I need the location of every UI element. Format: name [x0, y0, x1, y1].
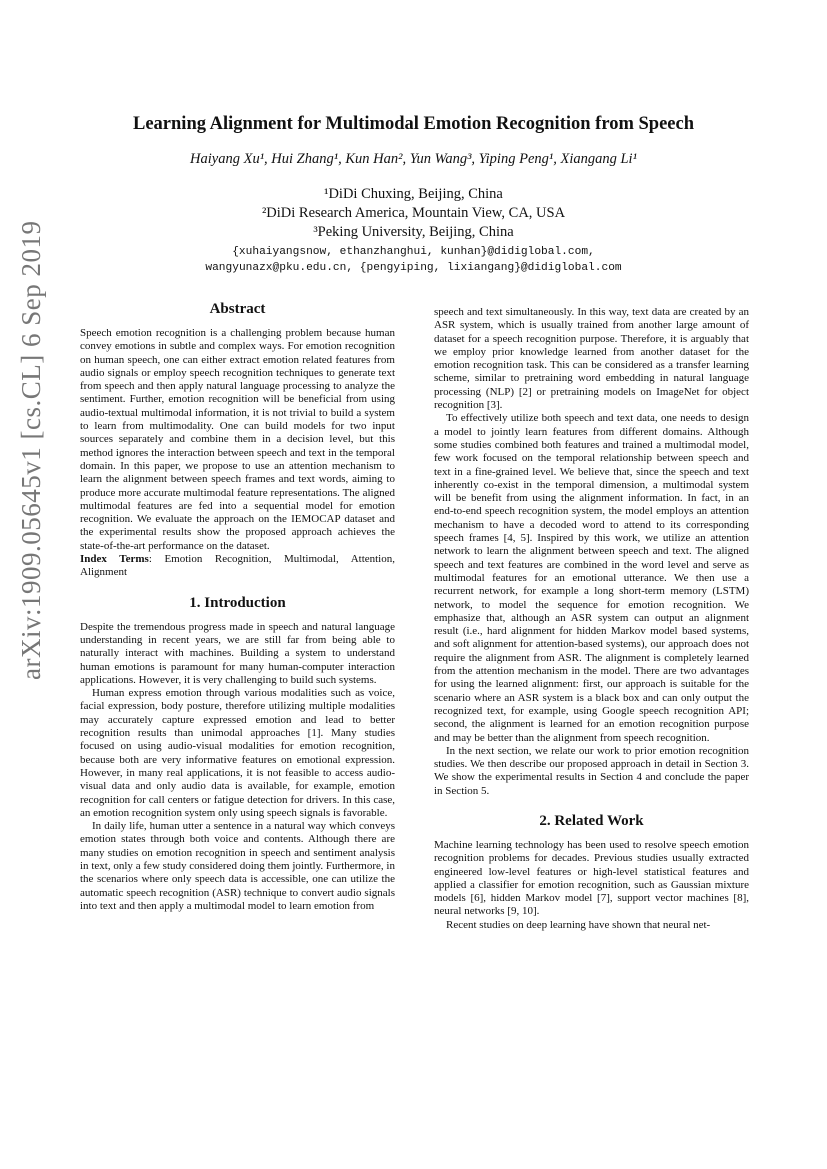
paper-title: Learning Alignment for Multimodal Emotion Recognition from Speech	[133, 114, 694, 134]
affiliation-1: ¹DiDi Chuxing, Beijing, China	[324, 186, 503, 202]
introduction-heading: 1. Introduction	[189, 594, 286, 611]
email-line-1: {xuhaiyangsnow, ethanzhanghui, kunhan}@didiglobal.com,	[232, 246, 595, 258]
index-terms-label: Index Terms	[80, 553, 149, 566]
email-list	[0, 244, 827, 276]
intro-paragraph-1: Despite the tremendous progress made in speech and natural language understanding in recent years, we are still far from being able to naturally interact with machines. Building a system to understand human emotions is paramount for many human-computer interaction applications. However, it is very challenging to build such systems.	[80, 620, 395, 686]
related-paragraph-1: Machine learning technology has been used to resolve speech emotion recognition problems for decades. Previous studies usually extracted engineered low-level features or high-level statistical features and applied a classifier for emotion recognition, such as Gaussian mixture models [6], hidden Markov model [7], support vector machines [8], neural networks [9, 10].	[434, 838, 749, 918]
left-column	[80, 300, 395, 913]
abstract-text: Speech emotion recognition is a challenging problem because human convey emotions in subtle and complex ways. For emotion recognition on human speech, one can either extract emotion related features from audio signals or employ speech recognition techniques to generate text from speech and then apply natural language processing to analyze the sentiment. Further, emotion recognition will be beneficial from using audio-textual multimodal information, it is not trivial to build a system to learn from multimodality. One can build models for two input sources separately and combine them in a decision level, but this method ignores the interaction between speech and text in the temporal domain. In this paper, we propose to use an attention mechanism to learn the alignment between speech frames and text words, aiming to produce more accurate multimodal feature representations. The aligned multimodal features are fed into a sequential model for emotion recognition. We evaluate the approach on the IEMOCAP dataset and the experimental results show the proposed approach achieves the state-of-the-art performance on the dataset.	[80, 327, 395, 552]
arxiv-identifier: arXiv:1909.05645v1 [cs.CL] 6 Sep 2019	[16, 220, 46, 680]
intro-paragraph-4: To effectively utilize both speech and text data, one needs to design a model to jointly learn features from different domains. Although some studies combined both features and trained a multimodal model, few work focused on the temporal relationship between speech and text in a fine-grained level. We believe that, since the speech and text inherently co-exist in the temporal dimension, a multimodal system will be benefit from using the alignment information. In fact, in an end-to-end speech recognition system, the model employs an attention mechanism to have a decoded word to attend to its corresponding speech frames [4, 5]. Inspired by this work, we utilize an attention network to learn the alignment between speech and text. The aligned speech and text features are combined in the word level and serve as multimodal features for an emotional utterance. We then use a recurrent network, for example a long short-term memory (LSTM) network, to model the sequence for emotion recognition. We emphasize that, although an ASR system can output an alignment result (i.e., hard alignment for hidden Markov model based systems, and soft alignment for attention-based systems), our approach does not require the alignment from ASR. The alignment is completely learned from the attention mechanism in the model. There are two advantages for using the learned alignment: first, our approach is suitable for the scenario where an ASR system is a black box and can only output the recognized text, for example, using Google speech recognition API; second, the alignment is learned for an emotion recognition purpose and may be better than the alignment from speech recognition.	[434, 412, 749, 744]
abstract-heading: Abstract	[209, 301, 266, 317]
intro-paragraph-5: In the next section, we relate our work to prior emotion recognition studies. We then describe our proposed approach in detail in Section 3. We show the experimental results in Section 4 and conclude the paper in Section 5.	[434, 744, 749, 797]
intro-paragraph-2: Human express emotion through various modalities such as voice, facial expression, body posture, therefore utilizing multiple modalities may accurately capture expressed emotion and lead to better recognition results than unimodal approaches [1]. Many studies focused on using audio-visual modalities for emotion recognition, because both are very informative features on emotional expression. However, in many real applications, it is not feasible to access audio-visual data and only audio data is available, for example, emotion recognition for call centers or fatigue detection for drivers. In this case, an emotion recognition system only using speech signals is favorable.	[80, 687, 395, 819]
right-column	[434, 306, 749, 932]
intro-paragraph-3-continued: speech and text simultaneously. In this way, text data are created by an ASR system, which is usually trained from another large amount of dataset for a speech recognition purpose. Therefore, it is arguably that we employ prior knowledge learned from another dataset for the emotion recognition task. This can be considered as a transfer learning scheme, similar to pretraining word embedding in natural language processing (NLP) [2] or pretraining models on ImageNet for object recognition [3].	[434, 306, 749, 412]
email-line-2: wangyunazx@pku.edu.cn, {pengyiping, lixiangang}@didiglobal.com	[205, 262, 622, 274]
intro-paragraph-3: In daily life, human utter a sentence in a natural way which conveys emotion states through both voice and contents. Although there are many studies on emotion recognition in speech and sentiment analysis in text, only a few study considered doing them jointly. Furthermore, in the scenarios where only speech data is accessible, one can utilize the automatic speech recognition (ASR) technique to convert audio signals into text and then apply a multimodal model to learn emotion from	[80, 820, 395, 912]
author-list: Haiyang Xu¹, Hui Zhang¹, Kun Han², Yun Wang³, Yiping Peng¹, Xiangang Li¹	[190, 151, 637, 167]
affiliations	[0, 185, 827, 242]
affiliation-3: ³Peking University, Beijing, China	[313, 224, 514, 240]
related-paragraph-2: Recent studies on deep learning have shown that neural net-	[446, 918, 711, 931]
index-terms-values: : Emotion Recognition, Multimodal, Attention, Alignment	[80, 553, 395, 579]
related-work-heading: 2. Related Work	[539, 812, 644, 829]
index-terms	[80, 553, 395, 580]
affiliation-2: ²DiDi Research America, Mountain View, CA, USA	[261, 205, 566, 221]
